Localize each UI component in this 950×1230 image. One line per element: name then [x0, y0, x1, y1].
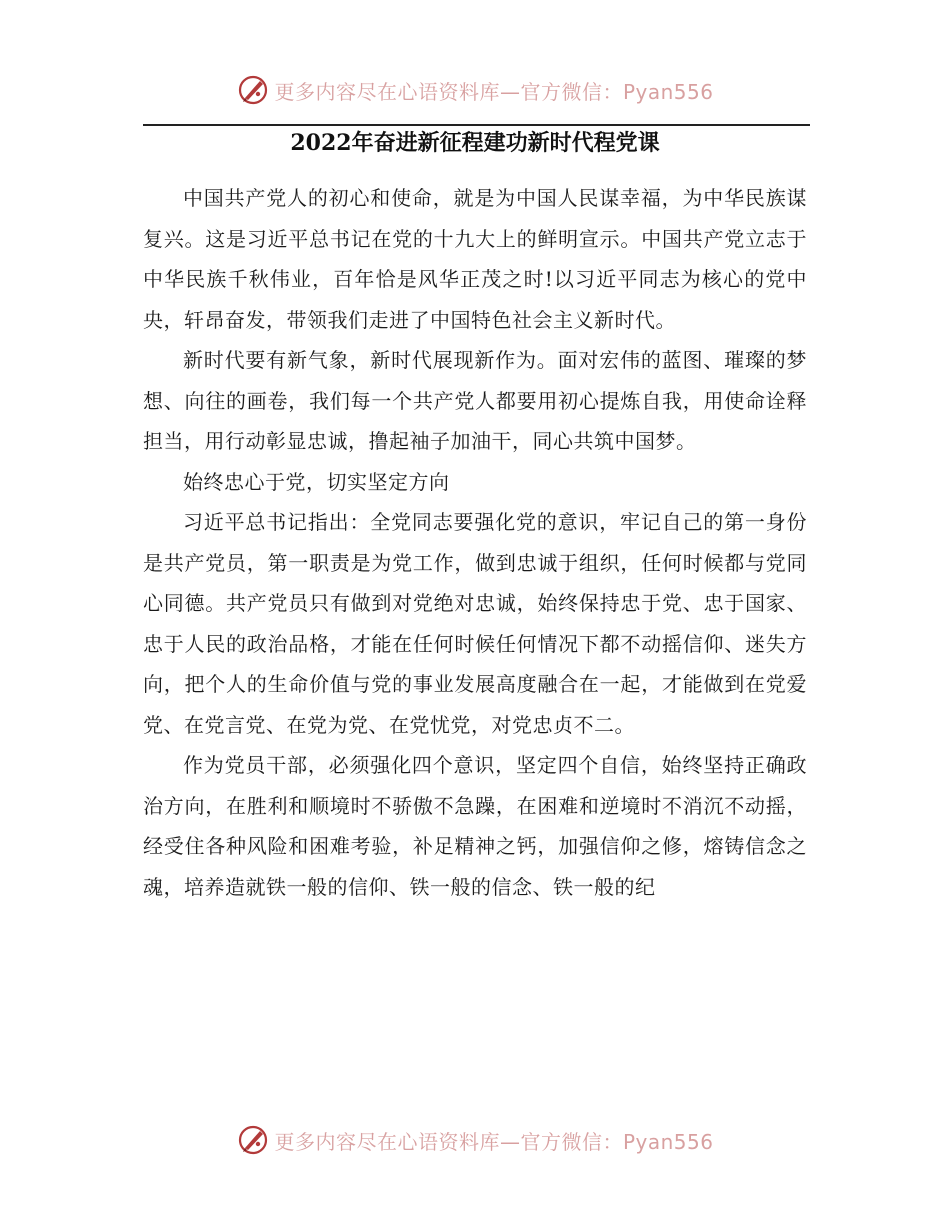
footer-banner [0, 1120, 950, 1160]
paragraph: 新时代要有新气象，新时代展现新作为。面对宏伟的蓝图、璀璨的梦想、向往的画卷，我们每一个共产党人都要用初心提炼自我，用使命诠释担当，用行动彰显忠诚，撸起袖子加油干，同心共筑中国梦。 [143, 348, 807, 453]
paragraph: 作为党员干部，必须强化四个意识，坚定四个自信，始终坚持正确政治方向，在胜利和顺境时不骄傲不急躁，在困难和逆境时不消沉不动摇，经受住各种风险和困难考验，补足精神之钙，加强信仰之修，熔铸信念之魂，培养造就铁一般的信仰、铁一般的信念、铁一般的纪 [143, 753, 807, 899]
document-body [143, 178, 807, 907]
header-banner-text: 更多内容尽在心语资料库—官方微信：Pyan556 [274, 79, 714, 104]
section-heading: 始终忠心于党，切实坚定方向 [183, 469, 450, 494]
quill-pen-logo-icon [236, 73, 270, 107]
footer-banner-text: 更多内容尽在心语资料库—官方微信：Pyan556 [274, 1129, 714, 1154]
quill-pen-logo-icon [236, 1123, 270, 1157]
document-title: 2022年奋进新征程建功新时代程党课 [290, 130, 660, 156]
header-banner [0, 70, 950, 110]
paragraph: 习近平总书记指出：全党同志要强化党的意识，牢记自己的第一身份是共产党员，第一职责是为党工作，做到忠诚于组织，任何时候都与党同心同德。共产党员只有做到对党绝对忠诚，始终保持忠于党、忠于国家、忠于人民的政治品格，才能在任何时候任何情况下都不动摇信仰、迷失方向，把个人的生命价值与党的事业发展高度融合在一起，才能做到在党爱党、在党言党、在党为党、在党忧党，对党忠贞不二。 [143, 510, 807, 737]
paragraph: 中国共产党人的初心和使命，就是为中国人民谋幸福，为中华民族谋复兴。这是习近平总书记在党的十九大上的鲜明宣示。中国共产党立志于中华民族千秋伟业，百年恰是风华正茂之时!以习近平同志为核心的党中央，轩昂奋发，带领我们走进了中国特色社会主义新时代。 [143, 186, 807, 332]
